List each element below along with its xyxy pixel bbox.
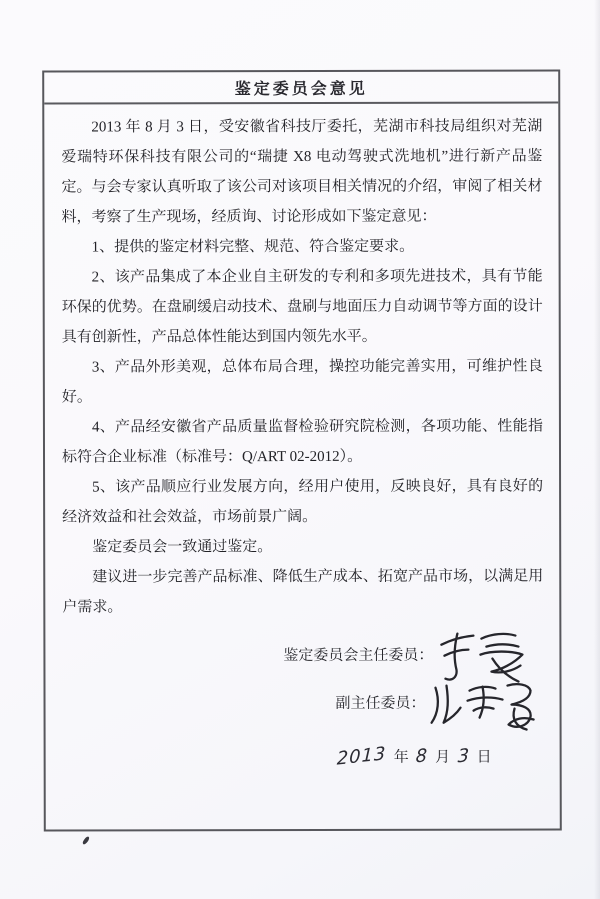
handwritten-day: 3 [456,744,470,768]
signature-date [63,741,544,773]
year-unit-label: 年 [393,749,409,766]
deputy-committee-label: 副主任委员： [335,695,426,712]
chief-signature-row [62,631,543,680]
ink-mark [82,836,91,846]
paragraph-point-4: 4、产品经安徽省产品质量监督检验研究院检测，各项功能、性能指标符合企业标准（标准号：Q/ART 02-2012）。 [61,418,543,466]
month-unit-label: 月 [435,749,451,766]
paragraph-conclusion: 鉴定委员会一致通过鉴定。 [92,539,273,556]
paragraph-intro: 2013 年 8 月 3 日，受安徽省科技厅委托，芜湖市科技局组织对芜湖爱瑞特环保科技有限公司的“瑞捷 X8 电动驾驶式洗地机”进行新产品鉴定。与会专家认真听取了该公司对该项目相关情况的介绍，审阅了相关材料，考察了生产现场，经质询、讨论形成如下鉴定意见： [61,118,543,226]
paragraph-suggestion: 建议进一步完善产品标准、降低生产成本、拓宽产品市场，以满足用户需求。 [62,568,544,616]
handwritten-month: 8 [415,744,429,768]
deputy-signature-row [62,679,543,728]
paragraph-point-2: 2、该产品集成了本企业自主研发的专利和多项先进技术，具有节能环保的优势。在盘刷缓启动技术、盘刷与地面压力自动调节等方面的设计具有创新性，产品总体性能达到国内领先水平。 [61,268,543,346]
document-title-row [44,71,558,104]
chief-committee-label: 鉴定委员会主任委员： [283,647,434,665]
appraisal-opinion-table [42,69,562,831]
document-title: 鉴定委员会意见 [234,80,368,98]
paragraph-point-3: 3、产品外形美观，总体布局合理，操控功能完善实用，可维护性良好。 [61,358,543,406]
handwritten-year: 2013 [336,743,387,770]
deputy-signature-handwriting [425,676,537,732]
paragraph-point-1: 1、提供的鉴定材料完整、规范、符合鉴定要求。 [91,238,415,256]
signature-block [62,631,543,773]
paragraph-point-5: 5、该产品顺应行业发展方向，经用户使用，反映良好，具有良好的经济效益和社会效益，市场前景广阔。 [62,478,544,526]
day-unit-label: 日 [476,749,492,766]
document-body [44,103,559,773]
